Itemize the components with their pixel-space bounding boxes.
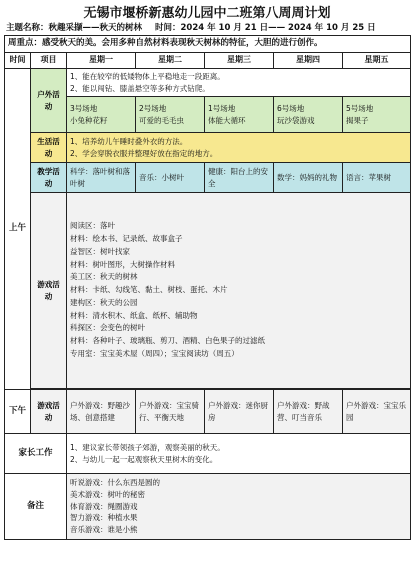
header-row	[5, 53, 411, 69]
games-label: 游戏活动	[31, 193, 67, 389]
section-parent-work: 家长工作	[5, 434, 67, 474]
field-number: 3号场地	[70, 103, 98, 113]
outdoor-tuesday	[136, 97, 205, 133]
afternoon-games-label: 游戏活动	[31, 390, 67, 434]
games-content	[67, 193, 411, 389]
outdoor-monday	[67, 97, 136, 133]
plan-table	[4, 35, 411, 540]
games-line: 材料：各种叶子、玻璃瓶、剪刀、酒精、白色果子的过滤纸	[70, 336, 265, 346]
remark-item: 音乐游戏：谁是小熊	[70, 524, 138, 534]
field-number: 5号场地	[346, 103, 374, 113]
activity-name: 可爱的毛毛虫	[139, 115, 184, 125]
activity-name: 揭果子	[346, 115, 369, 125]
theme-name: 主题名称：秋趣采撷——秋天的树林	[6, 23, 143, 33]
section-afternoon: 下午	[5, 390, 31, 434]
games-line: 益智区：树叶找家	[70, 246, 130, 256]
outdoor-wednesday	[205, 97, 274, 133]
teaching-label: 教学活动	[31, 163, 67, 193]
header-tuesday: 星期二	[136, 53, 205, 69]
games-line: 专用室：宝宝美术屋（周四）；宝宝阅读坊（周五）	[70, 348, 239, 358]
field-number: 2号场地	[139, 103, 167, 113]
life-label: 生活活动	[31, 133, 67, 163]
outdoor-goals	[67, 69, 411, 97]
activity-name: 小兔种花籽	[70, 115, 108, 125]
life-goal: 2、学会穿脱衣服并整理好放在指定的地方。	[70, 148, 218, 158]
plan-subtitle	[4, 22, 410, 35]
section-remarks: 备注	[5, 474, 67, 540]
header-monday: 星期一	[67, 53, 136, 69]
games-line: 建构区：秋天的公园	[70, 297, 138, 307]
teaching-monday: 科学：落叶树和落叶树	[67, 163, 136, 193]
teaching-wednesday: 健康：阳台上的安全	[205, 163, 274, 193]
games-line: 美工区：秋天的树林	[70, 272, 138, 282]
games-line: 科探区：会变色的树叶	[70, 323, 145, 333]
field-number: 6号场地	[277, 103, 305, 113]
section-morning: 上午	[5, 69, 31, 390]
teaching-tuesday: 音乐：小树叶	[136, 163, 205, 193]
afternoon-monday: 户外游戏：野趣沙场、创意搭建	[67, 390, 136, 434]
games-line: 材料：清水积木、纸盒、纸杯、辅助物	[70, 310, 198, 320]
afternoon-thursday: 户外游戏：野战营、叮当音乐	[274, 390, 343, 434]
remark-item: 体育游戏：绳圈游戏	[70, 501, 138, 511]
plan-title: 无锡市堰桥新惠幼儿园中二班第八周周计划	[83, 6, 331, 21]
teaching-friday: 语言：苹果树	[343, 163, 411, 193]
header-thursday: 星期四	[274, 53, 343, 69]
weekly-focus: 周重点：感受秋天的美。会用多种自然材料表现秋天树林的特征，大胆的进行创作。	[5, 36, 411, 53]
activity-name: 玩沙袋游戏	[277, 115, 315, 125]
outdoor-friday	[343, 97, 411, 133]
parent-item: 1、建议家长带领孩子郊游，观察美丽的秋天。	[70, 442, 225, 452]
life-goals	[67, 133, 411, 163]
header-friday: 星期五	[343, 53, 411, 69]
games-line: 材料：树叶图形，大树操作材料	[70, 259, 175, 269]
header-wednesday: 星期三	[205, 53, 274, 69]
header-time: 时间	[5, 53, 31, 69]
remarks-content	[67, 474, 411, 540]
activity-name: 体能大循环	[208, 115, 246, 125]
date-range: 时间：2024 年 10 月 21 日—— 2024 年 10 月 25 日	[154, 23, 376, 33]
remark-item: 智力游戏：种植水果	[70, 513, 138, 523]
games-line: 材料：绘本书、记录纸、故事盒子	[70, 234, 183, 244]
afternoon-friday: 户外游戏：宝宝乐园	[343, 390, 411, 434]
games-line: 材料：卡纸、勾线笔、黏土、树枝、蛋托、木片	[70, 285, 228, 295]
afternoon-wednesday: 户外游戏：迷你厨房	[205, 390, 274, 434]
remark-item: 听说游戏：什么东西是圆的	[70, 478, 160, 488]
afternoon-tuesday: 户外游戏：宝宝骑行、平衡天地	[136, 390, 205, 434]
life-goal: 1、培养幼儿午睡时叠外衣的方法。	[70, 136, 188, 146]
games-line: 阅读区：落叶	[70, 221, 115, 231]
parent-item: 2、与幼儿一起一起观察秋天里树木的变化。	[70, 454, 218, 464]
header-item: 项目	[31, 53, 67, 69]
remark-item: 美术游戏：树叶的秘密	[70, 490, 145, 500]
outdoor-thursday	[274, 97, 343, 133]
outdoor-goal: 1、能在较窄的低矮物体上平稳地走一段距离。	[70, 71, 225, 81]
field-number: 1号场地	[208, 103, 236, 113]
outdoor-label: 户外活动	[31, 69, 67, 133]
parent-work-content	[67, 434, 411, 474]
outdoor-goal: 2、能以闯钻、膝盖悬空等多种方式钻爬。	[70, 83, 210, 93]
teaching-thursday: 数学：妈妈的礼物	[274, 163, 343, 193]
